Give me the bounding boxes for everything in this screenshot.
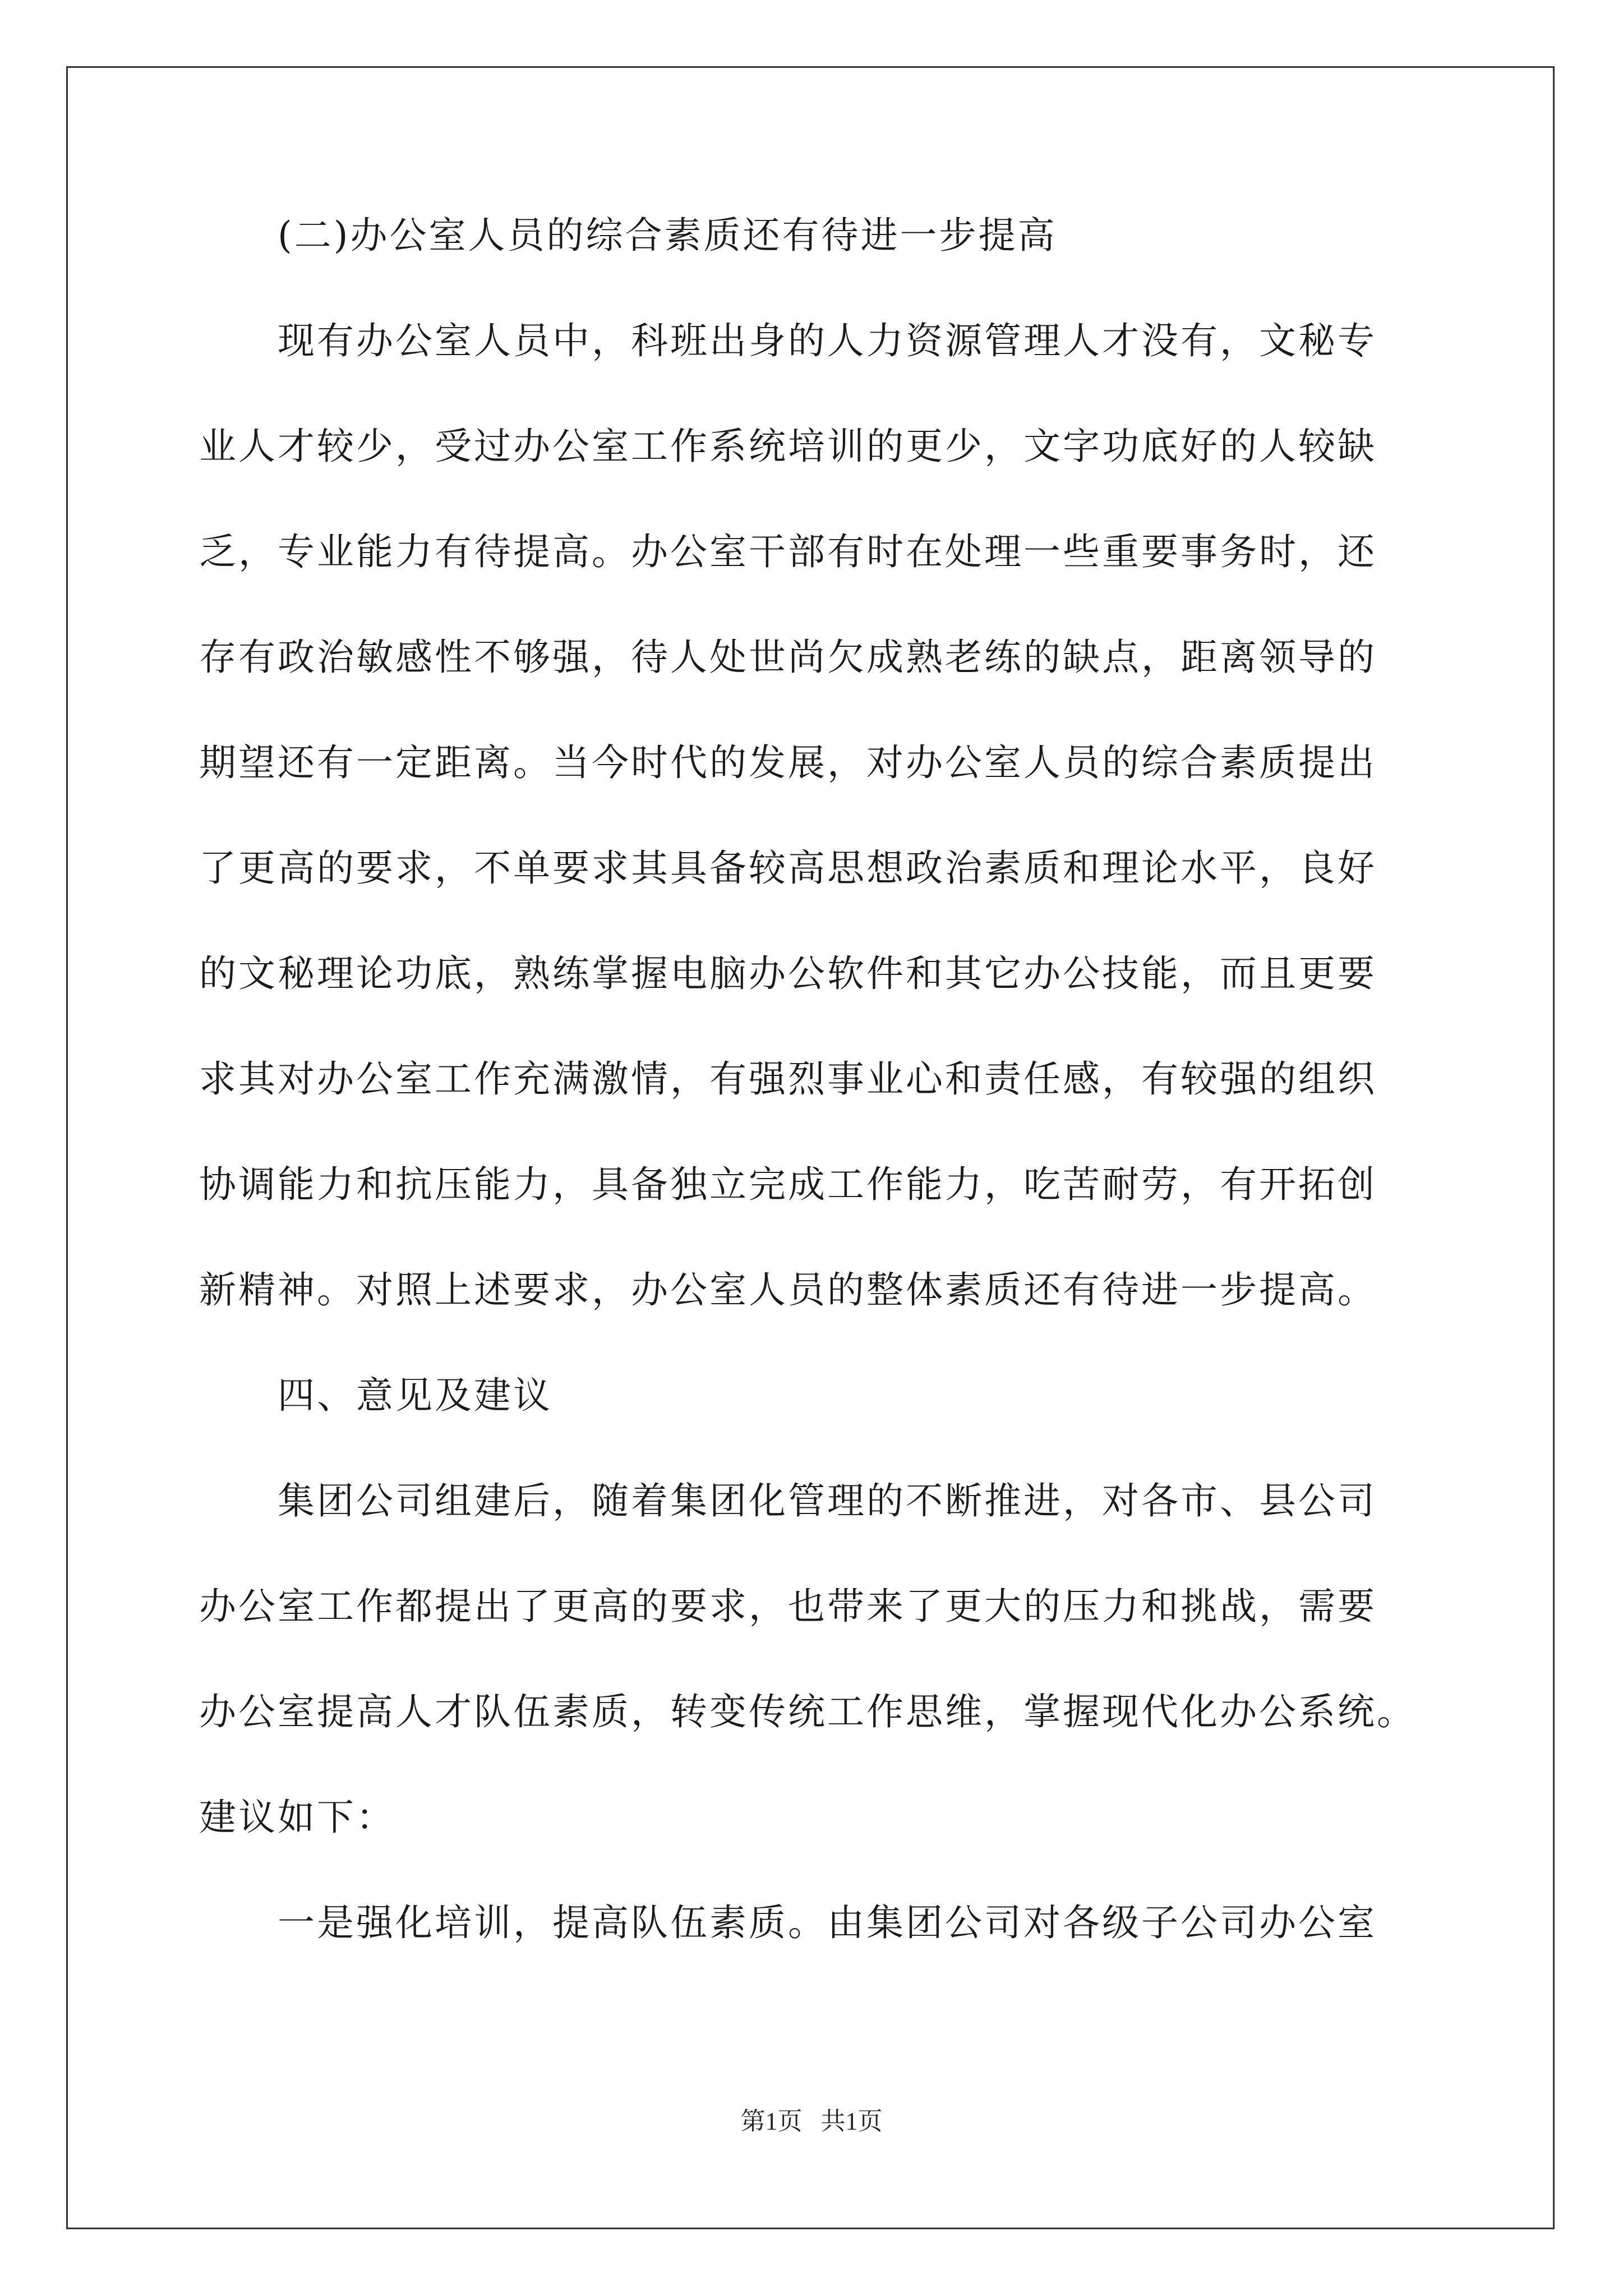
section-heading: 四、意见及建议 [278,1374,552,1417]
paragraph-line: 协调能力和抗压能力，具备独立完成工作能力，吃苦耐劳，有开拓创 [199,1163,1377,1206]
paragraph-line: 办公室提高人才队伍素质，转变传统工作思维，掌握现代化办公系统。 [199,1690,1416,1733]
paragraph-line: 一是强化培训，提高队伍素质。由集团公司对各级子公司办公室 [278,1901,1377,1944]
paragraph-line: 办公室工作都提出了更高的要求，也带来了更大的压力和挑战，需要 [199,1585,1377,1628]
paragraph-line: 期望还有一定距离。当今时代的发展，对办公室人员的综合素质提出 [199,741,1377,784]
paragraph-line: 乏，专业能力有待提高。办公室干部有时在处理一些重要事务时，还 [199,530,1377,573]
paragraph-line: 建议如下： [199,1796,395,1839]
section-heading: (二)办公室人员的综合素质还有待进一步提高 [278,214,1057,257]
paragraph-line: 集团公司组建后，随着集团化管理的不断推进，对各市、县公司 [278,1479,1377,1522]
page-footer: 第1页 共1页 [740,2108,883,2135]
paragraph-line: 了更高的要求，不单要求其具备较高思想政治素质和理论水平，良好 [199,846,1377,890]
paragraph-line: 的文秘理论功底，熟练掌握电脑办公软件和其它办公技能，而且更要 [199,952,1377,995]
paragraph-line: 求其对办公室工作充满激情，有强烈事业心和责任感，有较强的组织 [199,1057,1377,1101]
paragraph-line: 业人才较少，受过办公室工作系统培训的更少，文字功底好的人较缺 [199,425,1377,468]
paragraph-line: 新精神。对照上述要求，办公室人员的整体素质还有待进一步提高。 [199,1268,1377,1312]
paragraph-line: 现有办公室人员中，科班出身的人力资源管理人才没有，文秘专 [278,319,1377,362]
paragraph-line: 存有政治敏感性不够强，待人处世尚欠成熟老练的缺点，距离领导的 [199,636,1377,679]
